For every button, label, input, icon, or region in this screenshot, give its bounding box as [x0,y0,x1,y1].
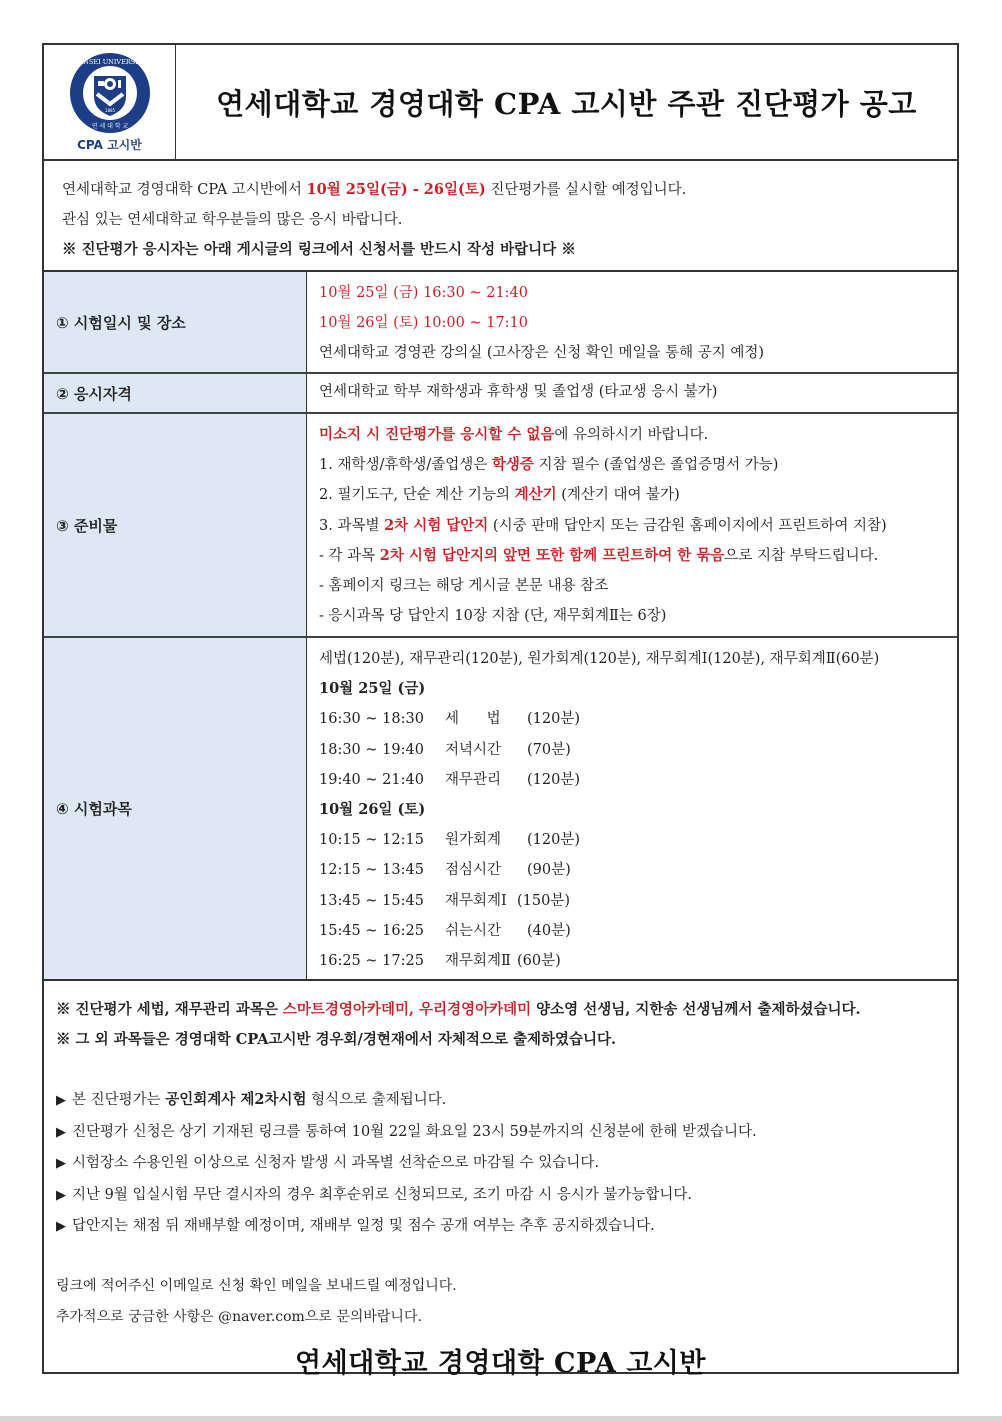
slot-time: 12:15 ~ 13:45 [319,862,424,879]
bullet-text: 시험장소 수용인원 이상으로 신청자 발생 시 과목별 선착순으로 마감될 수 있습니다. [72,1155,599,1172]
supplies-item-3 [319,511,957,541]
slot-duration: (40분) [527,922,571,939]
bullet-triangle-icon: ▶ [56,1187,66,1203]
item-highlight: 학생증 [491,456,534,474]
bullet-list [44,1055,957,1243]
row-content [307,638,957,979]
page-bottom-edge [0,1416,1002,1422]
item-text: (시중 판매 답안지 또는 금감원 홈페이지에서 프린트하여 지참) [488,517,887,534]
slot-time: 10:15 ~ 12:15 [319,832,424,849]
bullet-triangle-icon: ▶ [56,1156,66,1172]
bullet-item [56,1211,957,1243]
supplies-subitem-2: - 홈페이지 링크는 해당 게시글 본문 내용 참조 [319,578,609,595]
author-notes [44,981,957,1055]
bullet-item [56,1085,957,1117]
bullet-item [56,1148,957,1180]
contact-section [44,1243,957,1333]
row-label: ③ 준비물 [44,414,307,636]
bullet-text: 답안지는 채점 뒤 재배부할 예정이며, 재배부 일정 및 점수 공개 여부는 추후 공지하겠습니다. [72,1218,655,1235]
item-highlight: 2차 시험 답안지 [384,516,489,534]
slot-duration: (120분) [527,771,580,788]
date-line: 10월 25일 (금) 16:30 ~ 21:40 [319,285,529,301]
row-label: ④ 시험과목 [44,638,307,979]
schedule-slot [319,704,957,734]
day-title: 10월 25일 (금) [319,680,426,698]
slot-time: 19:40 ~ 21:40 [319,771,424,788]
item-text: 3. 과목별 [319,517,385,534]
svg-text:YONSEI UNIVERSITY: YONSEI UNIVERSITY [73,57,146,66]
slot-time: 15:45 ~ 16:25 [319,922,424,939]
footer-title: 연세대학교 경영대학 CPA 고시반 [295,1347,706,1379]
bullet-item [56,1117,957,1149]
intro-line-1 [62,175,957,205]
header [44,45,957,161]
schedule-slot [319,916,957,946]
bullet-triangle-icon: ▶ [56,1124,66,1140]
logo-caption: CPA 고시반 [77,137,142,152]
item-text: 지참 필수 (졸업생은 졸업증명서 가능) [533,457,779,474]
slot-subject: 원가회계 [445,832,502,849]
supplies-subitem-3: - 응시과목 당 답안지 10장 지참 (단, 재무회계Ⅱ는 6장) [319,608,667,625]
bullet-highlight: 공인회계사 제2차시험 [165,1091,307,1108]
row-subjects [44,638,957,981]
slot-time: 16:30 ~ 18:30 [319,711,424,728]
intro-text: 진단평가를 실시할 예정입니다. [485,182,687,198]
svg-text:연 세 대 학 교: 연 세 대 학 교 [91,122,128,130]
intro-line-3: ※ 진단평가 응시자는 아래 게시글의 링크에서 신청서를 반드시 작성 바랍니다 ※ [62,241,576,258]
slot-subject: 재무관리 [445,771,502,788]
schedule-slot [319,886,957,916]
schedule-slot [319,825,957,855]
author-note-1 [56,995,957,1025]
bullet-text: 형식으로 출제됩니다. [306,1092,447,1108]
supplies-subitem-1 [319,541,957,571]
contact-line-2: 추가적으로 궁금한 사항은 @naver.com으로 문의바랍니다. [56,1308,422,1325]
day-title: 10월 26일 (토) [319,801,426,819]
date-line: 10월 26일 (토) 10:00 ~ 17:10 [319,315,529,332]
intro-section [44,161,957,272]
yonsei-emblem-icon [69,52,151,134]
row-schedule-location [44,272,957,374]
location-line: 연세대학교 경영관 강의실 (고사장은 신청 확인 메일을 통해 공지 예정) [319,345,764,362]
academy-highlight: 스마트경영아카데미, 우리경영아카데미 [282,1001,532,1018]
page-title: 연세대학교 경영대학 CPA 고시반 주관 진단평가 공고 [216,86,917,121]
slot-subject: 재무회계Ⅰ [445,892,507,909]
item-text: 2. 필기도구, 단순 계산 기능의 [319,487,515,504]
schedule-slot [319,765,957,795]
item-text: - 각 과목 [319,547,380,564]
item-text: 1. 재학생/휴학생/졸업생은 [319,457,492,474]
supplies-item-2 [319,480,957,510]
supplies-item-1 [319,450,957,480]
row-eligibility [44,374,957,414]
slot-time: 13:45 ~ 15:45 [319,892,424,909]
slot-time: 18:30 ~ 19:40 [319,741,424,758]
slot-duration: (90분) [527,862,571,879]
item-text: (계산기 대여 불가) [556,487,680,504]
notice-sheet [42,43,959,1379]
intro-line-2: 관심 있는 연세대학교 학우분들의 많은 응시 바랍니다. [62,212,403,228]
row-content [307,272,957,372]
row-label: ② 응시자격 [44,374,307,412]
slot-subject: 재무회계Ⅱ [445,953,511,970]
slot-subject: 세 법 [445,711,501,728]
bullet-text: 진단평가 신청은 상기 기재된 링크를 통하여 10월 22일 화요일 23시 59분까지의 신청분에 한해 받겠습니다. [72,1123,757,1140]
item-text: 으로 지참 부탁드립니다. [724,547,879,564]
slot-duration: (120분) [527,711,580,728]
slot-duration: (70분) [527,741,571,758]
slot-subject: 쉬는시간 [445,922,502,939]
slot-duration: (120분) [527,832,580,849]
schedule-slot [319,946,957,976]
slot-subject: 점심시간 [445,862,502,879]
slot-time: 16:25 ~ 17:25 [319,953,424,970]
slot-duration: (60분) [517,953,561,970]
bullet-triangle-icon: ▶ [56,1219,66,1235]
exam-date-highlight: 10월 25일(금) - 26일(토) [306,181,486,198]
warning-text: 에 유의하시기 바랍니다. [554,427,709,443]
note-text: ※ 진단평가 세법, 재무관리 과목은 [56,1001,283,1018]
bullet-text: 지난 9월 입실시험 무단 결시자의 경우 최후순위로 신청되므로, 조기 마감 시 응시가 불가능합니다. [72,1186,693,1203]
slot-duration: (150분) [517,892,570,909]
contact-line-1: 링크에 적어주신 이메일로 신청 확인 메일을 보내드릴 예정입니다. [56,1277,457,1294]
slot-subject: 저녁시간 [445,741,502,758]
schedule-slot [319,735,957,765]
logo-cell [44,45,176,159]
row-content [307,374,957,412]
row-supplies [44,414,957,638]
note-text: 양소영 선생님, 지한송 선생님께서 출제하셨습니다. [531,1001,861,1018]
warning-highlight: 미소지 시 진단평가를 응시할 수 없음 [319,426,555,443]
bullet-item [56,1180,957,1212]
schedule-slot [319,855,957,885]
row-content [307,414,957,636]
supplies-warning [319,420,957,450]
item-highlight: 2차 시험 답안지의 앞면 또한 함께 프린트하여 한 묶음 [379,546,725,564]
row-label: ① 시험일시 및 장소 [44,272,307,372]
svg-text:1885: 1885 [104,107,115,113]
author-note-2: ※ 그 외 과목들은 경영대학 CPA고시반 경우회/경현재에서 자체적으로 출제하였습니다. [56,1031,617,1048]
subjects-summary: 세법(120분), 재무관리(120분), 원가회계(120분), 재무회계Ⅰ(120분), 재무회계Ⅱ(60분) [319,651,880,667]
bullet-text: 본 진단평가는 [72,1092,166,1108]
bullet-triangle-icon: ▶ [56,1093,66,1108]
item-highlight: 계산기 [514,486,557,504]
intro-text: 연세대학교 경영대학 CPA 고시반에서 [62,182,307,198]
eligibility-line: 연세대학교 학부 재학생과 휴학생 및 졸업생 (타교생 응시 불가) [319,384,718,400]
